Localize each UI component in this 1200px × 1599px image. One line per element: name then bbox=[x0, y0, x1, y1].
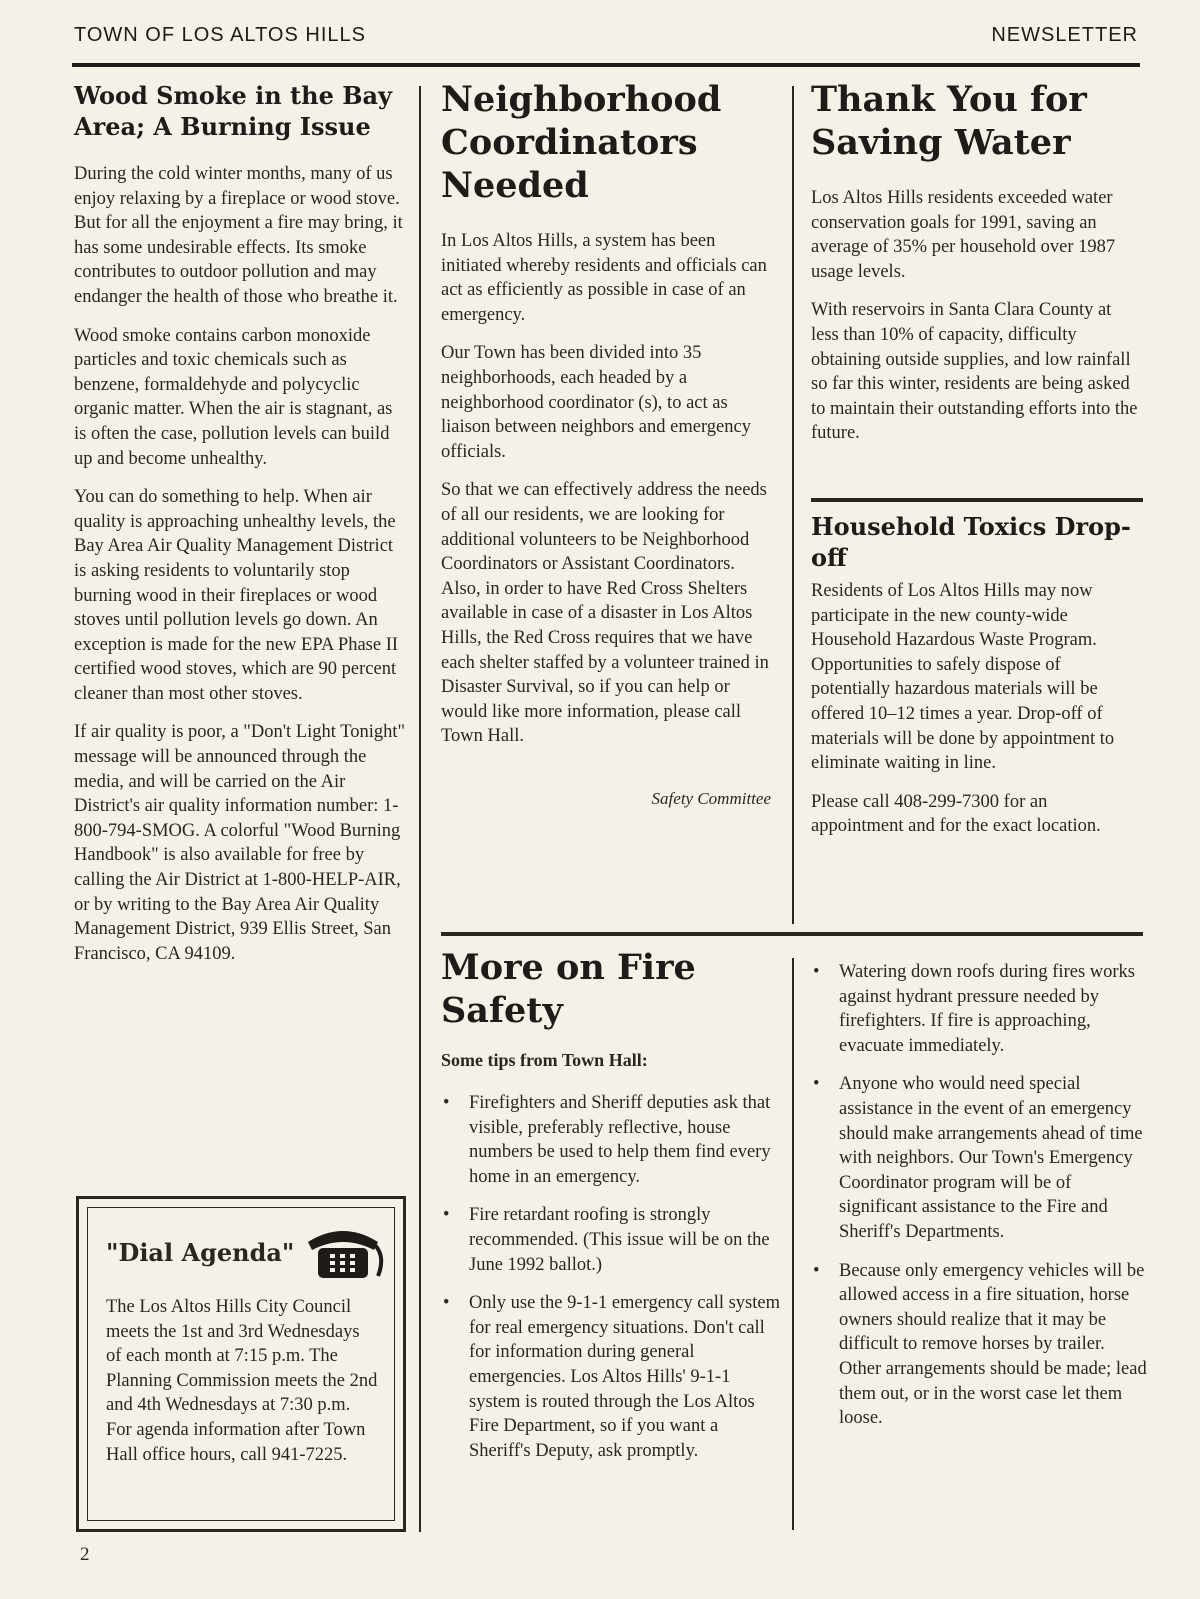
fire-section-rule bbox=[441, 932, 1143, 936]
water-article bbox=[811, 78, 1143, 460]
fire-tip-text: Watering down roofs during fires works against hydrant pressure needed by firefighters. If fire is approaching, evacuate immediately. bbox=[839, 962, 1135, 1056]
fire-safety-intro: Some tips from Town Hall: bbox=[441, 1050, 648, 1070]
column-divider-left bbox=[419, 86, 421, 1532]
fire-tip-text: Only use the 9-1-1 emergency call system for real emergency situations. Don't call for information during general emergencies. Los Altos Hills' 9-1-1 system is routed through the Los Altos Fire Department, so if you want a Sheriff's Deputy, ask promptly. bbox=[469, 1293, 780, 1461]
list-item bbox=[811, 1072, 1151, 1244]
column-divider-right-lower bbox=[792, 958, 794, 1530]
wood-smoke-paragraph: Wood smoke contains carbon monoxide particles and toxic chemicals such as benzene, formaldehyde and polycyclic organic matter. When the air is stagnant, as is often the case, pollution levels can build up and become unhealthy. bbox=[74, 325, 393, 469]
section-rule bbox=[811, 498, 1143, 502]
dial-agenda-title: "Dial Agenda" bbox=[106, 1238, 295, 1267]
fire-safety-article bbox=[441, 946, 781, 1477]
newsletter-label: NEWSLETTER bbox=[991, 24, 1138, 46]
list-item bbox=[441, 1291, 781, 1463]
fire-tip-text: Fire retardant roofing is strongly recommended. (This issue will be on the June 1992 ballot.) bbox=[469, 1205, 770, 1275]
page-number: 2 bbox=[80, 1544, 90, 1565]
toxics-paragraph: Residents of Los Altos Hills may now participate in the new county-wide Household Hazardous Waste Program. Opportunities to safely dispose of potentially hazardous materials will be offered 10–12 times a year. Drop-off of materials will be done by appointment to eliminate waiting in line. bbox=[811, 581, 1115, 774]
toxics-article bbox=[811, 511, 1143, 853]
wood-smoke-article bbox=[74, 80, 409, 980]
toxics-paragraph: Please call 408-299-7300 for an appointment and for the exact location. bbox=[811, 791, 1101, 837]
fire-safety-continued bbox=[811, 960, 1151, 1445]
dial-agenda-text: The Los Altos Hills City Council meets the 1st and 3rd Wednesdays of each month at 7:15 p.m. The Planning Commission meets the 2nd and 4th Wednesdays at 7:30 p.m. For agenda information after Town Hall office hours, call 941-7225. bbox=[106, 1297, 378, 1465]
list-item bbox=[811, 1259, 1151, 1431]
toxics-title: Household Toxics Drop-off bbox=[811, 512, 1131, 572]
list-item bbox=[441, 1091, 781, 1189]
dial-agenda-box bbox=[76, 1196, 406, 1532]
water-paragraph: With reservoirs in Santa Clara County at less than 10% of capacity, difficulty obtaining outside supplies, and low rainfall so far this winter, residents are being asked to maintain their outstanding efforts into the future. bbox=[811, 300, 1138, 444]
bullet: • bbox=[443, 1205, 450, 1226]
fire-tip-text: Anyone who would need special assistance in the event of an emergency should make arrangements ahead of time with neighbors. Our Town's Emergency Coordinator program will be of significant assistance to the Fire and Sheriff's Departments. bbox=[839, 1074, 1143, 1242]
water-title: Thank You for Saving Water bbox=[811, 79, 1087, 163]
wood-smoke-paragraph: If air quality is poor, a "Don't Light Tonight" message will be announced through the media, and will be carried on the Air District's air quality information number: 1-800-794-SMOG. A colorful "Wood Burning Handbook" is also available for free by calling the Air District at 1-800-HELP-AIR, or by writing to the Bay Area Air Quality Management District, 939 Ellis Street, San Francisco, CA 94109. bbox=[74, 722, 406, 964]
header-rule bbox=[72, 63, 1140, 67]
fire-safety-title: More on Fire Safety bbox=[441, 947, 696, 1031]
wood-smoke-paragraph: You can do something to help. When air quality is approaching unhealthy levels, the Bay Area Air Quality Management District is asking residents to voluntarily stop burning wood in their fireplaces or wood stoves until pollution levels go down. An exception is made for the new EPA Phase II certified wood stoves, which are 90 percent cleaner than most other stoves. bbox=[74, 487, 399, 704]
article-signature: Safety Committee bbox=[651, 788, 771, 808]
neighborhood-title: Neighborhood Coordinators Needed bbox=[441, 79, 722, 206]
newsletter-town-name: TOWN OF LOS ALTOS HILLS bbox=[74, 24, 366, 46]
water-paragraph: Los Altos Hills residents exceeded water conservation goals for 1991, saving an average of 35% per household over 1987 usage levels. bbox=[811, 188, 1116, 282]
list-item bbox=[811, 960, 1151, 1058]
neighborhood-paragraph: In Los Altos Hills, a system has been initiated whereby residents and officials can act as efficiently as possible in case of an emergency. bbox=[441, 231, 767, 325]
bullet: • bbox=[813, 1260, 820, 1281]
bullet: • bbox=[443, 1293, 450, 1314]
column-divider-right-upper bbox=[792, 86, 794, 924]
neighborhood-article bbox=[441, 78, 771, 809]
list-item bbox=[441, 1203, 781, 1277]
bullet: • bbox=[443, 1093, 450, 1113]
fire-tip-text: Firefighters and Sheriff deputies ask that visible, preferably reflective, house numbers be used to help them find every home in an emergency. bbox=[469, 1093, 771, 1187]
fire-tip-text: Because only emergency vehicles will be allowed access in a fire situation, horse owners should realize that it may be difficult to remove horses by trailer. Other arrangements should be made; lead them out, or in the worst case let them loose. bbox=[839, 1260, 1147, 1429]
bullet: • bbox=[813, 962, 820, 982]
telephone-icon bbox=[300, 1220, 386, 1282]
neighborhood-paragraph: Our Town has been divided into 35 neighborhoods, each headed by a neighborhood coordinator (s), to act as liaison between neighbors and emergency officials. bbox=[441, 343, 751, 462]
wood-smoke-paragraph: During the cold winter months, many of us enjoy relaxing by a fireplace or wood stove. But for all the enjoyment a fire may bring, it has some undesirable effects. Its smoke contributes to outdoor pollution and may endanger the health of those who breathe it. bbox=[74, 164, 403, 307]
bullet: • bbox=[813, 1074, 820, 1095]
neighborhood-paragraph: So that we can effectively address the needs of all our residents, we are looking for additional volunteers to be Neighborhood Coordinators or Assistant Coordinators. Also, in order to have Red Cross Shelters available in case of a disaster in Los Altos Hills, the Red Cross requires that we have each shelter staffed by a volunteer trained in Disaster Survival, so if you can help or would like more information, please call Town Hall. bbox=[441, 480, 769, 747]
wood-smoke-title: Wood Smoke in the Bay Area; A Burning Issue bbox=[74, 81, 392, 141]
